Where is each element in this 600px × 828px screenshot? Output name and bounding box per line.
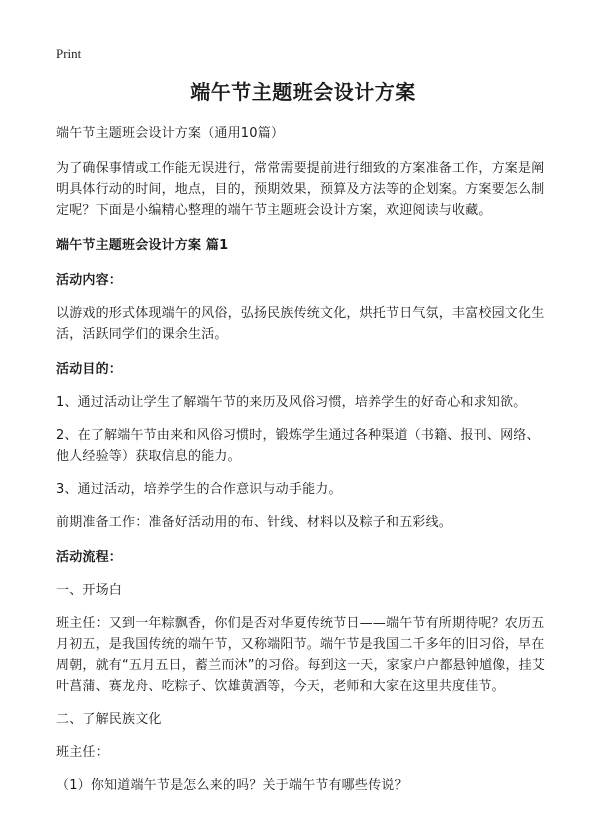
intro-paragraph: 为了确保事情或工作能无误进行，常常需要提前进行细致的方案准备工作，方案是阐明具体行动的时间，地点，目的，预期效果，预算及方法等的企划案。方案要怎么制定呢？下面是小编精心整理的端午节主题班会设计方案，欢迎阅读与收藏。 (56, 161, 545, 218)
purpose-heading: 活动目的： (56, 362, 123, 377)
step-question: （1）你知道端午节是怎么来的吗？关于端午节有哪些传说？ (56, 778, 408, 793)
prep-paragraph: 前期准备工作：准备好活动用的布、针线、材料以及粽子和五彩线。 (56, 515, 453, 530)
print-link[interactable]: Print (56, 46, 82, 61)
process-heading: 活动流程： (56, 550, 123, 565)
section-title: 端午节主题班会设计方案 篇1 (56, 238, 229, 253)
content-paragraph: 以游戏的形式体现端午的风俗，弘扬民族传统文化，烘托节日气氛，丰富校园文化生活，活跃同学们的课余生活。 (56, 306, 545, 342)
step-speaker: 班主任： (56, 745, 109, 760)
purpose-item: 2、在了解端午节由来和风俗习惯时，锻炼学生通过各种渠道（书籍、报刊、网络、他人经验等）获取信息的能力。 (56, 428, 540, 464)
document-title: 端午节主题班会设计方案 (190, 80, 416, 104)
document-subtitle: 端午节主题班会设计方案（通用10篇） (56, 126, 285, 141)
purpose-item: 3、通过活动，培养学生的合作意识与动手能力。 (56, 482, 342, 497)
step-title: 二、了解民族文化 (56, 712, 162, 727)
document-body (56, 78, 550, 796)
step-paragraph: 班主任：又到一年粽飘香，你们是否对华夏传统节日——端午节有所期待呢？农历五月初五，是我国传统的端午节，又称端阳节。端午节是我国二千多年的旧习俗，早在周朝，就有“五月五日，蓄兰而沐”的习俗。每到这一天，家家户户都悬钟馗像，挂艾叶菖蒲、赛龙舟、吃粽子、饮雄黄酒等，今天，老师和大家在这里共度佳节。 (56, 616, 546, 694)
step-title: 一、开场白 (56, 583, 123, 598)
purpose-item: 1、通过活动让学生了解端午节的来历及风俗习惯，培养学生的好奇心和求知欲。 (56, 395, 527, 410)
content-heading: 活动内容： (56, 273, 123, 288)
